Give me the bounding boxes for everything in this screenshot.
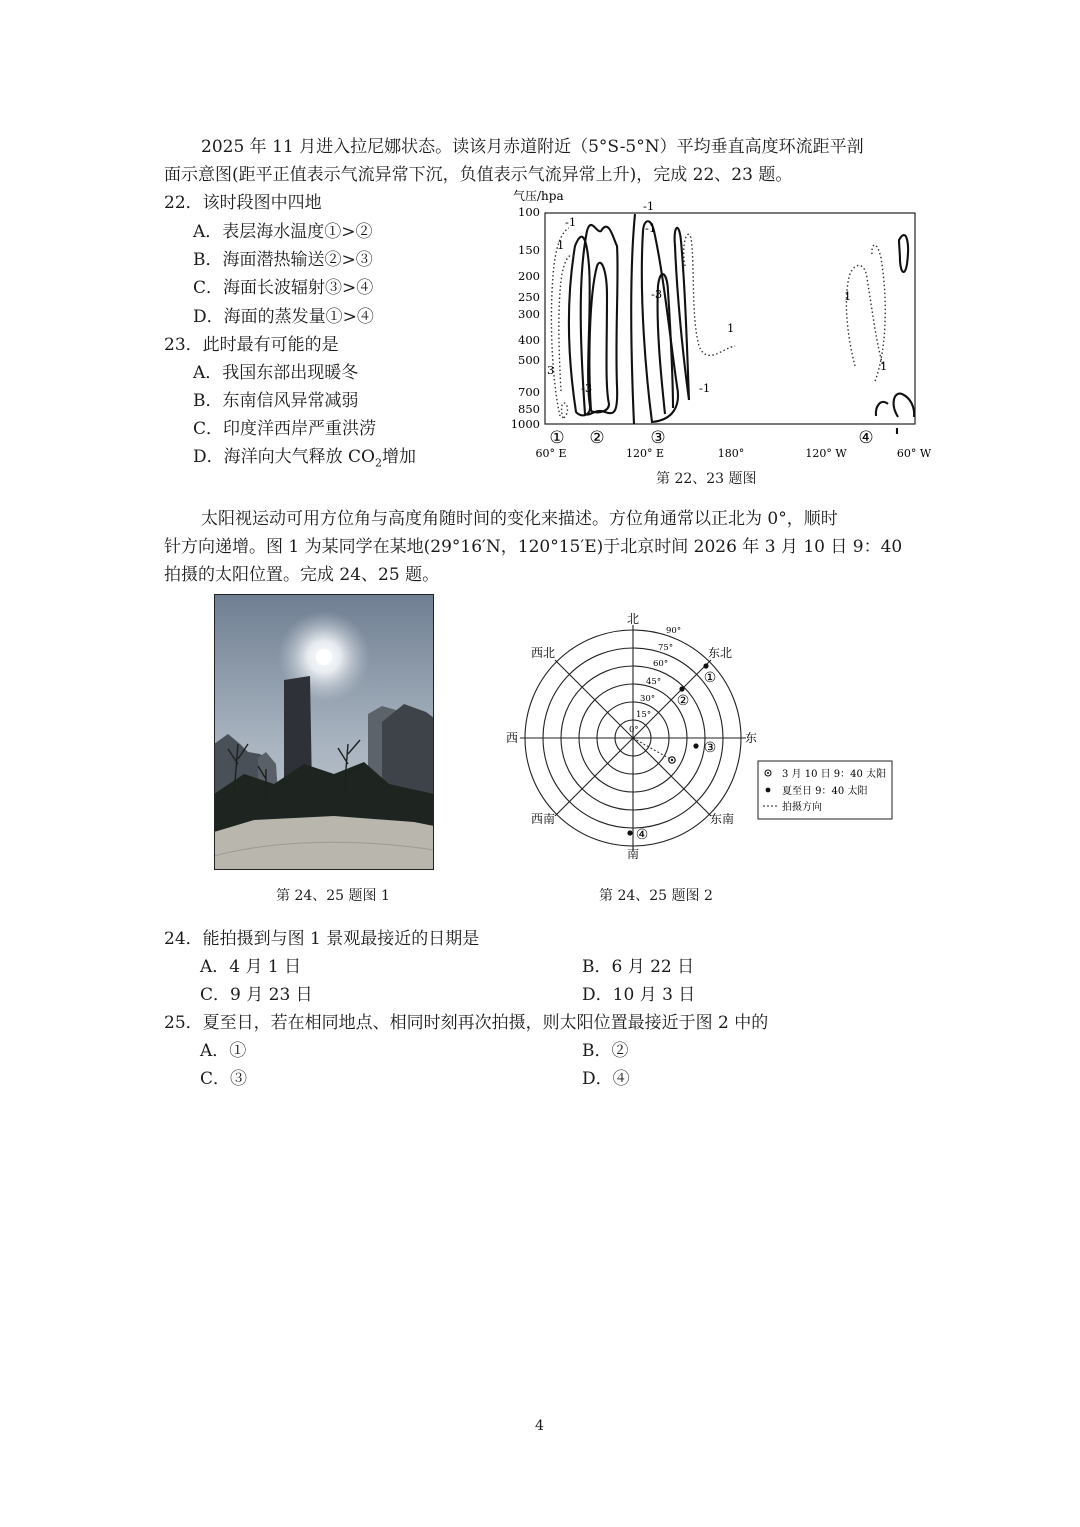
alt-label: 45° bbox=[646, 677, 662, 687]
q22-option-d: D．海面的蒸发量①>④ bbox=[193, 307, 374, 327]
xtick-120e: 120° E bbox=[625, 447, 665, 460]
dir-northwest: 西北 bbox=[530, 646, 556, 660]
dir-southeast: 东南 bbox=[709, 812, 735, 826]
sun bbox=[316, 649, 332, 665]
dir-northeast: 东北 bbox=[707, 646, 733, 660]
marker-1: ① bbox=[549, 428, 565, 448]
polar-caption: 第 24、25 题图 2 bbox=[599, 888, 713, 904]
ytick-500: 500 bbox=[518, 353, 540, 367]
q22-option-a: A．表层海水温度①>② bbox=[193, 222, 373, 242]
plaza bbox=[214, 816, 434, 870]
dotted-contours bbox=[551, 228, 888, 418]
plot-frame bbox=[545, 213, 915, 424]
contour-label: -3 bbox=[581, 381, 593, 395]
contour-label: -3 bbox=[651, 287, 663, 301]
alt-label: 0° bbox=[629, 725, 639, 735]
contour-label: -1 bbox=[645, 221, 657, 235]
shooting-direction-line bbox=[633, 738, 672, 760]
xtick-60w: 60° W bbox=[896, 447, 932, 460]
contour-label: -1 bbox=[643, 199, 655, 213]
ytick-1000: 1000 bbox=[510, 417, 540, 431]
q23-option-c: C．印度洋西岸严重洪涝 bbox=[193, 419, 377, 439]
intro1-line1: 2025 年 11 月进入拉尼娜状态。读该月赤道附近（5°S-5°N）平均垂直高度环流距平剖 bbox=[201, 137, 864, 157]
circulation-anomaly-figure bbox=[505, 186, 935, 461]
q24-option-c: C．9 月 23 日 bbox=[200, 985, 313, 1005]
ytick-400: 400 bbox=[518, 333, 540, 347]
legend-item-solstice: 夏至日 9：40 太阳 bbox=[782, 786, 868, 797]
intro2-line2: 针方向递增。图 1 为某同学在某地(29°16′N，120°15′E)于北京时间 2026 年 3 月 10 日 9：40 bbox=[164, 537, 903, 557]
alt-label: 75° bbox=[658, 643, 674, 653]
fig1-caption: 第 22、23 题图 bbox=[656, 471, 757, 487]
point-label-2: ② bbox=[676, 693, 690, 709]
contour-label: 1 bbox=[727, 321, 735, 335]
altitude-labels bbox=[629, 626, 681, 735]
pressure-axis-label: 气压/hpa bbox=[513, 189, 564, 203]
contour-label: 1 bbox=[880, 359, 888, 373]
dir-north: 北 bbox=[626, 612, 640, 626]
contour-label: -1 bbox=[699, 381, 711, 395]
page-number: 4 bbox=[535, 1418, 544, 1434]
contour-label: 1 bbox=[557, 238, 565, 252]
q23-option-b: B．东南信风异常减弱 bbox=[193, 391, 359, 411]
sun-photo bbox=[214, 594, 434, 870]
ytick-300: 300 bbox=[518, 307, 540, 321]
alt-label: 30° bbox=[640, 694, 656, 704]
point-label-4: ④ bbox=[635, 827, 649, 843]
photo-caption: 第 24、25 题图 1 bbox=[276, 888, 390, 904]
q25-option-d: D．④ bbox=[582, 1069, 630, 1089]
contour-labels bbox=[547, 199, 887, 395]
q24-option-a: A．4 月 1 日 bbox=[200, 957, 302, 977]
q24-stem: 24．能拍摄到与图 1 景观最接近的日期是 bbox=[164, 929, 480, 949]
longitude-ticks bbox=[535, 447, 931, 460]
sun-march10 bbox=[669, 757, 675, 763]
ytick-150: 150 bbox=[518, 243, 540, 257]
legend bbox=[758, 761, 892, 819]
q23-option-a: A．我国东部出现暖冬 bbox=[193, 363, 359, 383]
point-3 bbox=[693, 743, 698, 748]
point-2 bbox=[679, 686, 684, 691]
alt-label: 15° bbox=[636, 710, 652, 720]
contour-label: 1 bbox=[844, 289, 852, 303]
alt-label: 90° bbox=[666, 626, 682, 636]
ytick-850: 850 bbox=[518, 402, 540, 416]
point-label-3: ③ bbox=[703, 740, 717, 756]
ytick-700: 700 bbox=[518, 385, 540, 399]
xtick-60e: 60° E bbox=[535, 447, 567, 460]
contour-label: -1 bbox=[565, 215, 577, 229]
xtick-180: 180° bbox=[717, 447, 745, 460]
q25-stem: 25．夏至日，若在相同地点、相同时刻再次拍摄，则太阳位置最接近于图 2 中的 bbox=[164, 1013, 769, 1033]
q22-option-b: B．海面潜热输送②>③ bbox=[193, 250, 373, 270]
pressure-ticks bbox=[511, 205, 540, 431]
intro2-line3: 拍摄的太阳位置。完成 24、25 题。 bbox=[164, 565, 440, 585]
marker-3: ③ bbox=[650, 428, 666, 448]
q22-option-c: C．海面长波辐射③>④ bbox=[193, 278, 374, 298]
intro1-line2: 面示意图(距平正值表示气流异常下沉，负值表示气流异常上升)，完成 22、23 题。 bbox=[164, 165, 793, 185]
point-1 bbox=[703, 663, 708, 668]
dir-west: 西 bbox=[505, 731, 519, 745]
q24-option-d: D．10 月 3 日 bbox=[582, 985, 696, 1005]
q25-option-b: B．② bbox=[582, 1041, 629, 1061]
legend-item-march10: 3 月 10 日 9：40 太阳 bbox=[782, 769, 887, 780]
dir-south: 南 bbox=[626, 847, 640, 861]
q25-option-a: A．① bbox=[200, 1041, 247, 1061]
ytick-250: 250 bbox=[518, 290, 540, 304]
q24-option-b: B．6 月 22 日 bbox=[582, 957, 695, 977]
xtick-120w: 120° W bbox=[805, 447, 847, 460]
point-label-1: ① bbox=[703, 670, 717, 686]
q23-stem: 23．此时最有可能的是 bbox=[164, 335, 339, 355]
q23-option-d: D．海洋向大气释放 $CO_2$增加 bbox=[193, 447, 416, 470]
ytick-100: 100 bbox=[518, 205, 540, 219]
intro2-line1: 太阳视运动可用方位角与高度角随时间的变化来描述。方位角通常以正北为 0°，顺时 bbox=[201, 509, 838, 529]
alt-label: 60° bbox=[653, 659, 669, 669]
q25-option-c: C．③ bbox=[200, 1069, 248, 1089]
legend-item-direction: 拍摄方向 bbox=[782, 802, 822, 813]
dir-southwest: 西南 bbox=[530, 812, 556, 826]
dir-east: 东 bbox=[744, 731, 758, 745]
point-4 bbox=[627, 830, 632, 835]
marker-4: ④ bbox=[858, 428, 874, 448]
sun-polar-diagram bbox=[500, 605, 900, 870]
q22-stem: 22．该时段图中四地 bbox=[164, 193, 322, 213]
solid-contours bbox=[569, 214, 914, 434]
marker-2: ② bbox=[589, 428, 605, 448]
location-markers bbox=[549, 428, 873, 448]
ytick-200: 200 bbox=[518, 269, 540, 283]
contour-label: 3 bbox=[547, 363, 555, 377]
